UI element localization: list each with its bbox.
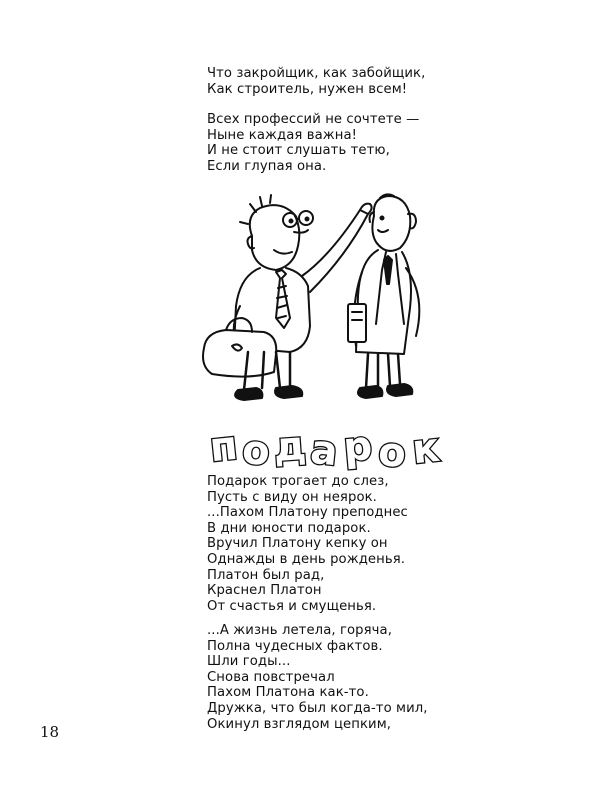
poem-line: ...Пахом Платону преподнес — [207, 505, 408, 521]
poem-line: Ныне каждая важна! — [207, 127, 358, 143]
cartoon-illustration — [190, 176, 450, 416]
poem-line: Краснел Платон — [207, 583, 322, 599]
title-letter: о — [240, 426, 272, 476]
title-letter: о — [376, 429, 408, 477]
poem-line: Полна чудесных фактов. — [207, 638, 383, 654]
page-number: 18 — [40, 723, 60, 741]
stanza-2 — [207, 112, 419, 174]
title-letter: п — [207, 422, 240, 472]
right-man-figure — [348, 194, 419, 398]
poem-line: Пахом Платона как-то. — [207, 685, 369, 701]
poem-line: Снова повстречал — [207, 669, 335, 685]
title-letter: д — [272, 422, 308, 472]
poem-line: Однажды в день рожденья. — [207, 551, 406, 567]
poem-line: Всех профессий не сочтете — — [207, 112, 420, 127]
poem-line: Шли годы... — [207, 654, 291, 670]
poem-line: Как строитель, нужен всем! — [207, 81, 408, 97]
poem-line: Подарок трогает до слез, — [207, 474, 389, 489]
poem-line: Вручил Платону кепку он — [207, 536, 388, 552]
poem-line: От счастья и смущенья. — [207, 598, 377, 614]
stanza-3 — [207, 474, 408, 614]
poem-line: И не стоит слушать тетю, — [207, 143, 390, 159]
poem-line: Дружка, что был когда-то мил, — [207, 700, 428, 716]
poem-line: Пусть с виду он неярок. — [207, 489, 377, 505]
poem-line: ...А жизнь летела, горяча, — [207, 623, 393, 638]
poem-title — [206, 420, 446, 480]
stanza-4 — [207, 623, 428, 732]
poem-line: Что закройщик, как забойщик, — [207, 66, 426, 81]
poem-line: В дни юности подарок. — [207, 520, 371, 536]
title-letter: а — [308, 426, 340, 476]
poem-line: Если глупая она. — [207, 158, 327, 174]
left-man-figure — [203, 195, 372, 400]
title-letter: р — [341, 422, 375, 472]
poem-line: Окинул взглядом цепким, — [207, 716, 392, 732]
stanza-1 — [207, 66, 425, 97]
poem-line: Платон был рад, — [207, 567, 325, 583]
title-letter: к — [409, 424, 442, 474]
